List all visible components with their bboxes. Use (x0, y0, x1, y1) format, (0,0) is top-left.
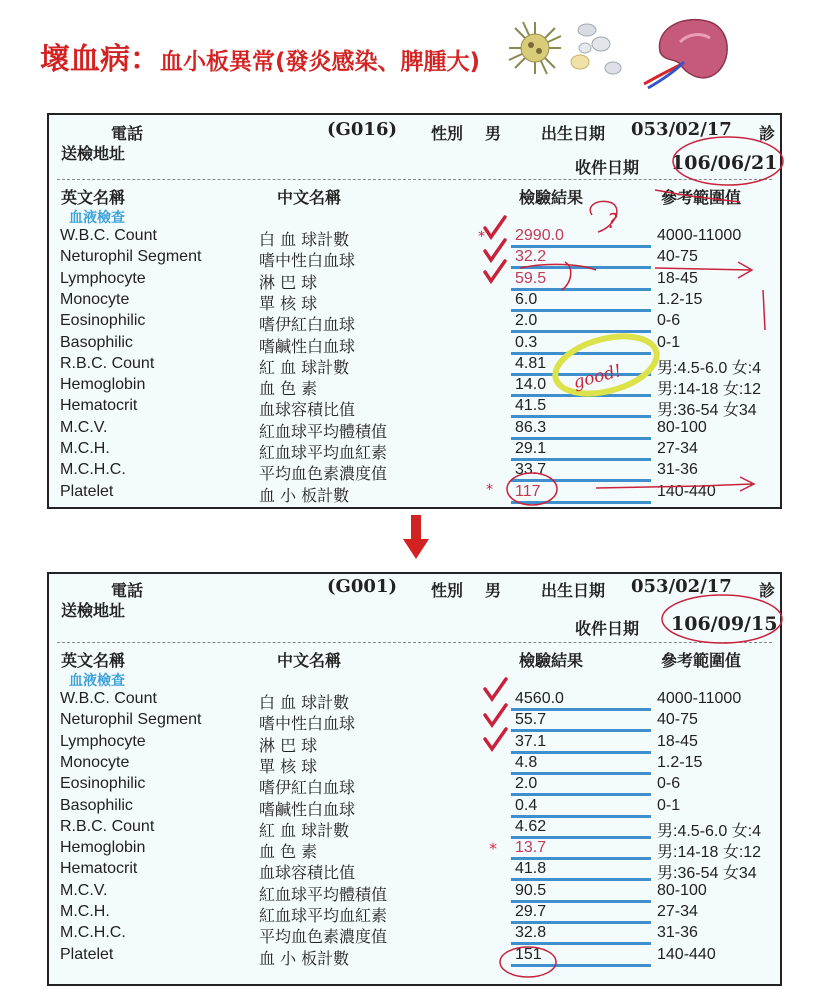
received-date: 106/09/15 (671, 613, 778, 635)
col-result: 檢驗結果 (519, 651, 584, 670)
annotation-question: ? (607, 209, 618, 233)
test-name-chinese: 嗜中性白血球 (259, 714, 356, 734)
table-row (49, 291, 780, 312)
test-name-english: W.B.C. Count (60, 227, 157, 244)
address-label: 送檢地址 (61, 601, 126, 620)
test-name-english: R.B.C. Count (60, 354, 155, 372)
test-name-english: Hematocrit (60, 397, 138, 415)
test-name-english: Lymphocyte (60, 269, 146, 287)
test-name-chinese: 嗜鹹性白血球 (259, 799, 356, 819)
table-row (49, 397, 780, 418)
test-result-value: 4560.0 (515, 690, 564, 707)
test-name-english: Monocyte (60, 753, 130, 771)
table-row (49, 860, 780, 881)
table-row (49, 483, 780, 504)
sex-label: 性別 (431, 581, 464, 600)
test-result-value: 4.62 (515, 817, 547, 835)
table-row (49, 461, 780, 482)
test-name-chinese: 單 核 球 (259, 293, 318, 313)
test-result-value: 13.7 (515, 839, 547, 857)
spleen-icon (640, 12, 735, 90)
table-row (49, 248, 780, 269)
test-result-value: 4.81 (515, 354, 547, 372)
test-result-value: 29.7 (515, 903, 547, 920)
page-title (40, 34, 480, 78)
table-row (49, 334, 780, 355)
test-name-chinese: 嗜中性白血球 (259, 251, 356, 271)
title-main: 壞血病： (40, 42, 160, 77)
asterisk-mark: * (478, 229, 485, 245)
reference-range: 男:14-18 女:12 (657, 844, 762, 862)
col-chinese-name: 中文名稱 (277, 188, 342, 207)
received-date: 106/06/21 (671, 152, 778, 174)
dob-label: 出生日期 (541, 124, 606, 143)
reference-range: 男:14-18 女:12 (657, 381, 762, 399)
clinic-label: 診 (759, 124, 776, 143)
reference-range: 140-440 (657, 482, 716, 500)
table-row (49, 711, 780, 732)
divider (57, 179, 772, 180)
annotation-good: good! (571, 361, 624, 394)
test-name-english: Basophilic (60, 333, 133, 351)
test-result-value: 41.5 (515, 397, 547, 415)
section-blood-test: 血液檢查 (69, 210, 125, 226)
table-row (49, 839, 780, 860)
test-name-chinese: 單 核 球 (259, 756, 318, 776)
reference-range: 0-1 (657, 333, 681, 351)
result-underline (511, 964, 651, 967)
dob-label: 出生日期 (541, 581, 606, 600)
reference-range: 男:4.5-6.0 女:4 (657, 359, 762, 377)
test-name-chinese: 嗜伊紅白血球 (259, 315, 356, 335)
platelet-cell-icon (505, 18, 565, 78)
col-result: 檢驗結果 (519, 188, 584, 207)
cells-icon (565, 20, 635, 82)
reference-range: 4000-11000 (657, 227, 742, 244)
test-name-english: M.C.H. (60, 903, 110, 920)
reference-range: 0-1 (657, 796, 681, 814)
test-name-english: M.C.V. (60, 881, 108, 899)
lab-report-after (47, 572, 782, 986)
table-row (49, 312, 780, 333)
col-reference: 參考範圍值 (661, 188, 742, 207)
test-name-chinese: 血 色 素 (259, 379, 318, 399)
test-name-english: Eosinophilic (60, 775, 146, 793)
test-result-value: 86.3 (515, 418, 547, 436)
test-result-value: 90.5 (515, 881, 547, 899)
received-label: 收件日期 (575, 158, 640, 177)
reference-range: 1.2-15 (657, 290, 703, 308)
lab-report-before (47, 113, 782, 509)
test-name-chinese: 紅 血 球計數 (259, 820, 350, 840)
down-arrow-icon (403, 515, 429, 559)
test-name-english: M.C.H.C. (60, 461, 126, 479)
table-row (49, 924, 780, 945)
test-result-value: 6.0 (515, 290, 538, 308)
test-result-value: 0.4 (515, 796, 538, 814)
test-result-value: 41.8 (515, 860, 547, 878)
received-label: 收件日期 (575, 619, 640, 638)
test-name-chinese: 紅血球平均血紅素 (259, 906, 388, 925)
reference-range: 4000-11000 (657, 690, 742, 707)
report-code: (G001) (327, 576, 397, 597)
reference-range: 男:4.5-6.0 女:4 (657, 822, 762, 840)
test-name-english: Neturophil Segment (60, 711, 202, 729)
test-name-english: Hematocrit (60, 860, 138, 878)
table-row (49, 690, 780, 711)
test-name-chinese: 淋 巴 球 (259, 272, 318, 292)
asterisk-mark: * (486, 482, 493, 498)
test-result-value: 33.7 (515, 461, 547, 479)
table-row (49, 775, 780, 796)
test-name-chinese: 白 血 球計數 (259, 230, 350, 249)
test-result-value: 14.0 (515, 376, 547, 394)
test-name-english: Platelet (60, 482, 114, 500)
test-result-value: 32.2 (515, 248, 547, 266)
test-result-value: 151 (515, 945, 542, 963)
test-name-english: M.C.H.C. (60, 924, 126, 942)
test-name-chinese: 嗜鹹性白血球 (259, 336, 356, 356)
reference-range: 31-36 (657, 924, 698, 942)
test-name-chinese: 血 小 板計數 (259, 485, 350, 505)
reference-range: 140-440 (657, 945, 716, 963)
test-result-value: 0.3 (515, 333, 538, 351)
table-row (49, 419, 780, 440)
test-name-english: Hemoglobin (60, 376, 146, 394)
reference-range: 40-75 (657, 711, 698, 729)
report-code: (G016) (327, 119, 397, 140)
result-underline (511, 501, 651, 504)
test-result-value: 59.5 (515, 269, 547, 287)
test-name-chinese: 血球容積比值 (259, 863, 356, 883)
test-name-chinese: 紅血球平均血紅素 (259, 443, 388, 462)
phone-label: 電話 (111, 124, 144, 143)
clinic-label: 診 (759, 581, 776, 600)
test-name-chinese: 嗜伊紅白血球 (259, 778, 356, 798)
reference-range: 0-6 (657, 312, 681, 330)
sex-value: 男 (485, 124, 502, 143)
test-name-chinese: 白 血 球計數 (259, 693, 350, 712)
reference-range: 18-45 (657, 732, 698, 750)
test-name-chinese: 平均血色素濃度值 (259, 464, 388, 484)
test-result-value: 2990.0 (515, 227, 564, 244)
reference-range: 27-34 (657, 903, 698, 920)
dob-value: 053/02/17 (631, 119, 732, 140)
test-result-value: 2.0 (515, 312, 538, 330)
test-name-chinese: 紅 血 球計數 (259, 357, 350, 377)
phone-label: 電話 (111, 581, 144, 600)
test-name-chinese: 血 色 素 (259, 842, 318, 862)
test-result-value: 29.1 (515, 440, 547, 457)
table-row (49, 376, 780, 397)
reference-range: 27-34 (657, 440, 698, 457)
reference-range: 80-100 (657, 881, 707, 899)
table-row (49, 270, 780, 291)
test-name-english: R.B.C. Count (60, 817, 155, 835)
table-row (49, 440, 780, 461)
test-result-value: 2.0 (515, 775, 538, 793)
test-name-chinese: 平均血色素濃度值 (259, 927, 388, 947)
test-result-value: 117 (515, 482, 541, 500)
test-name-english: W.B.C. Count (60, 690, 157, 707)
address-label: 送檢地址 (61, 144, 126, 163)
sex-label: 性別 (431, 124, 464, 143)
test-name-chinese: 血 小 板計數 (259, 948, 350, 968)
test-name-english: Eosinophilic (60, 312, 146, 330)
test-name-chinese: 淋 巴 球 (259, 735, 318, 755)
col-chinese-name: 中文名稱 (277, 651, 342, 670)
asterisk-mark: * (489, 839, 497, 859)
table-row (49, 903, 780, 924)
test-name-english: Hemoglobin (60, 839, 146, 857)
test-name-chinese: 紅血球平均體積值 (259, 884, 388, 904)
sex-value: 男 (485, 581, 502, 600)
test-name-chinese: 血球容積比值 (259, 400, 356, 420)
test-name-english: M.C.H. (60, 440, 110, 457)
reference-range: 男:36-54 女34 (657, 865, 757, 883)
test-name-english: Neturophil Segment (60, 248, 202, 266)
divider (57, 642, 772, 643)
table-row (49, 882, 780, 903)
reference-range: 0-6 (657, 775, 681, 793)
dob-value: 053/02/17 (631, 576, 732, 597)
reference-range: 80-100 (657, 418, 707, 436)
table-row (49, 797, 780, 818)
test-result-value: 37.1 (515, 732, 547, 750)
test-result-value: 4.8 (515, 753, 538, 771)
test-name-chinese: 紅血球平均體積值 (259, 421, 388, 441)
reference-range: 18-45 (657, 269, 698, 287)
col-reference: 參考範圍值 (661, 651, 742, 670)
test-name-english: Lymphocyte (60, 732, 146, 750)
table-row (49, 733, 780, 754)
table-row (49, 946, 780, 967)
section-blood-test: 血液檢查 (69, 673, 125, 689)
reference-range: 男:36-54 女34 (657, 402, 757, 420)
table-row (49, 818, 780, 839)
col-english-name: 英文名稱 (61, 651, 126, 670)
col-english-name: 英文名稱 (61, 188, 126, 207)
table-row (49, 355, 780, 376)
test-result-value: 32.8 (515, 924, 547, 942)
title-sub: 血小板異常(發炎感染、脾腫大) (160, 49, 481, 75)
test-name-english: Basophilic (60, 796, 133, 814)
reference-range: 31-36 (657, 461, 698, 479)
reference-range: 1.2-15 (657, 753, 703, 771)
table-row (49, 754, 780, 775)
test-name-english: M.C.V. (60, 418, 108, 436)
test-name-english: Platelet (60, 945, 114, 963)
reference-range: 40-75 (657, 248, 698, 266)
table-row (49, 227, 780, 248)
test-result-value: 55.7 (515, 711, 547, 729)
test-name-english: Monocyte (60, 290, 130, 308)
